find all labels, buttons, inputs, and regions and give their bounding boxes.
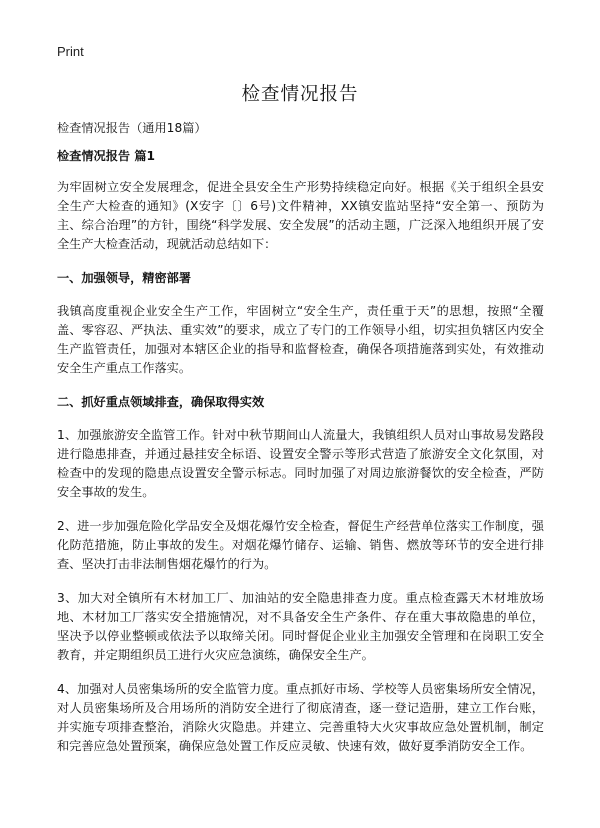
document-title: 检查情况报告: [241, 84, 359, 105]
list-item: 1、加强旅游安全监管工作。针对中秋节期间山人流量大，我镇组织人员对山事故易发路段进行隐患排查，并通过悬挂安全标语、设置安全警示等形式营造了旅游安全文化氛围，对检查中的发现的隐患点设置安全警示标志。同时加强了对周边旅游餐饮的安全检查，严防安全事故的发生。: [57, 428, 544, 499]
intro-paragraph: 为牢固树立安全发展理念，促进全县安全生产形势持续稳定向好。根据《关于组织全县安全生产大检查的通知》(X安字〔〕6号)文件精神，XX镇安监站坚持“安全第一、预防为主、综合治理”的方针，围绕“科学发展、安全发展”的活动主题，广泛深入地组织开展了安全生产大检查活动，现就活动总结如下：: [57, 180, 544, 251]
document-subtitle: 检查情况报告（通用18篇）: [57, 121, 207, 135]
document-body: [57, 119, 544, 771]
section-heading-1: 一、加强领导，精密部署: [57, 271, 192, 285]
list-item: 4、加强对人员密集场所的安全监管力度。重点抓好市场、学校等人员密集场所安全情况，对人员密集场所及合用场所的消防安全进行了彻底清查，逐一登记造册，建立工作台账，并实施专项排查整治，消除火灾隐患。并建立、完善重特大火灾事故应急处置机制，制定和完善应急处置预案，确保应急处置工作反应灵敏、快速有效，做好夏季消防安全工作。: [57, 682, 544, 753]
print-link[interactable]: Print: [57, 44, 84, 59]
article-title: 检查情况报告 篇1: [57, 149, 156, 163]
section-1-paragraph: 我镇高度重视企业安全生产工作，牢固树立“安全生产，责任重于天”的思想，按照“全覆盖、零容忍、严执法、重实效”的要求，成立了专门的工作领导小组，切实担负辖区内安全生产监管责任，加强对本辖区企业的指导和监督检查，确保各项措施落到实处，有效推动安全生产重点工作落实。: [57, 304, 544, 375]
list-item: 3、加大对全镇所有木材加工厂、加油站的安全隐患排查力度。重点检查露天木材堆放场地、木材加工厂落实安全措施情况，对不具备安全生产条件、存在重大事故隐患的单位，坚决予以停业整顿或依法予以取缔关闭。同时督促企业业主加强安全管理和在岗职工安全教育，并定期组织员工进行火灾应急演练，确保安全生产。: [57, 591, 544, 662]
section-heading-2: 二、抓好重点领域排查，确保取得实效: [57, 395, 265, 409]
list-item: 2、进一步加强危险化学品安全及烟花爆竹安全检查，督促生产经营单位落实工作制度，强化防范措施，防止事故的发生。对烟花爆竹储存、运输、销售、燃放等环节的安全进行排查、坚决打击非法制售烟花爆竹的行为。: [57, 519, 544, 571]
